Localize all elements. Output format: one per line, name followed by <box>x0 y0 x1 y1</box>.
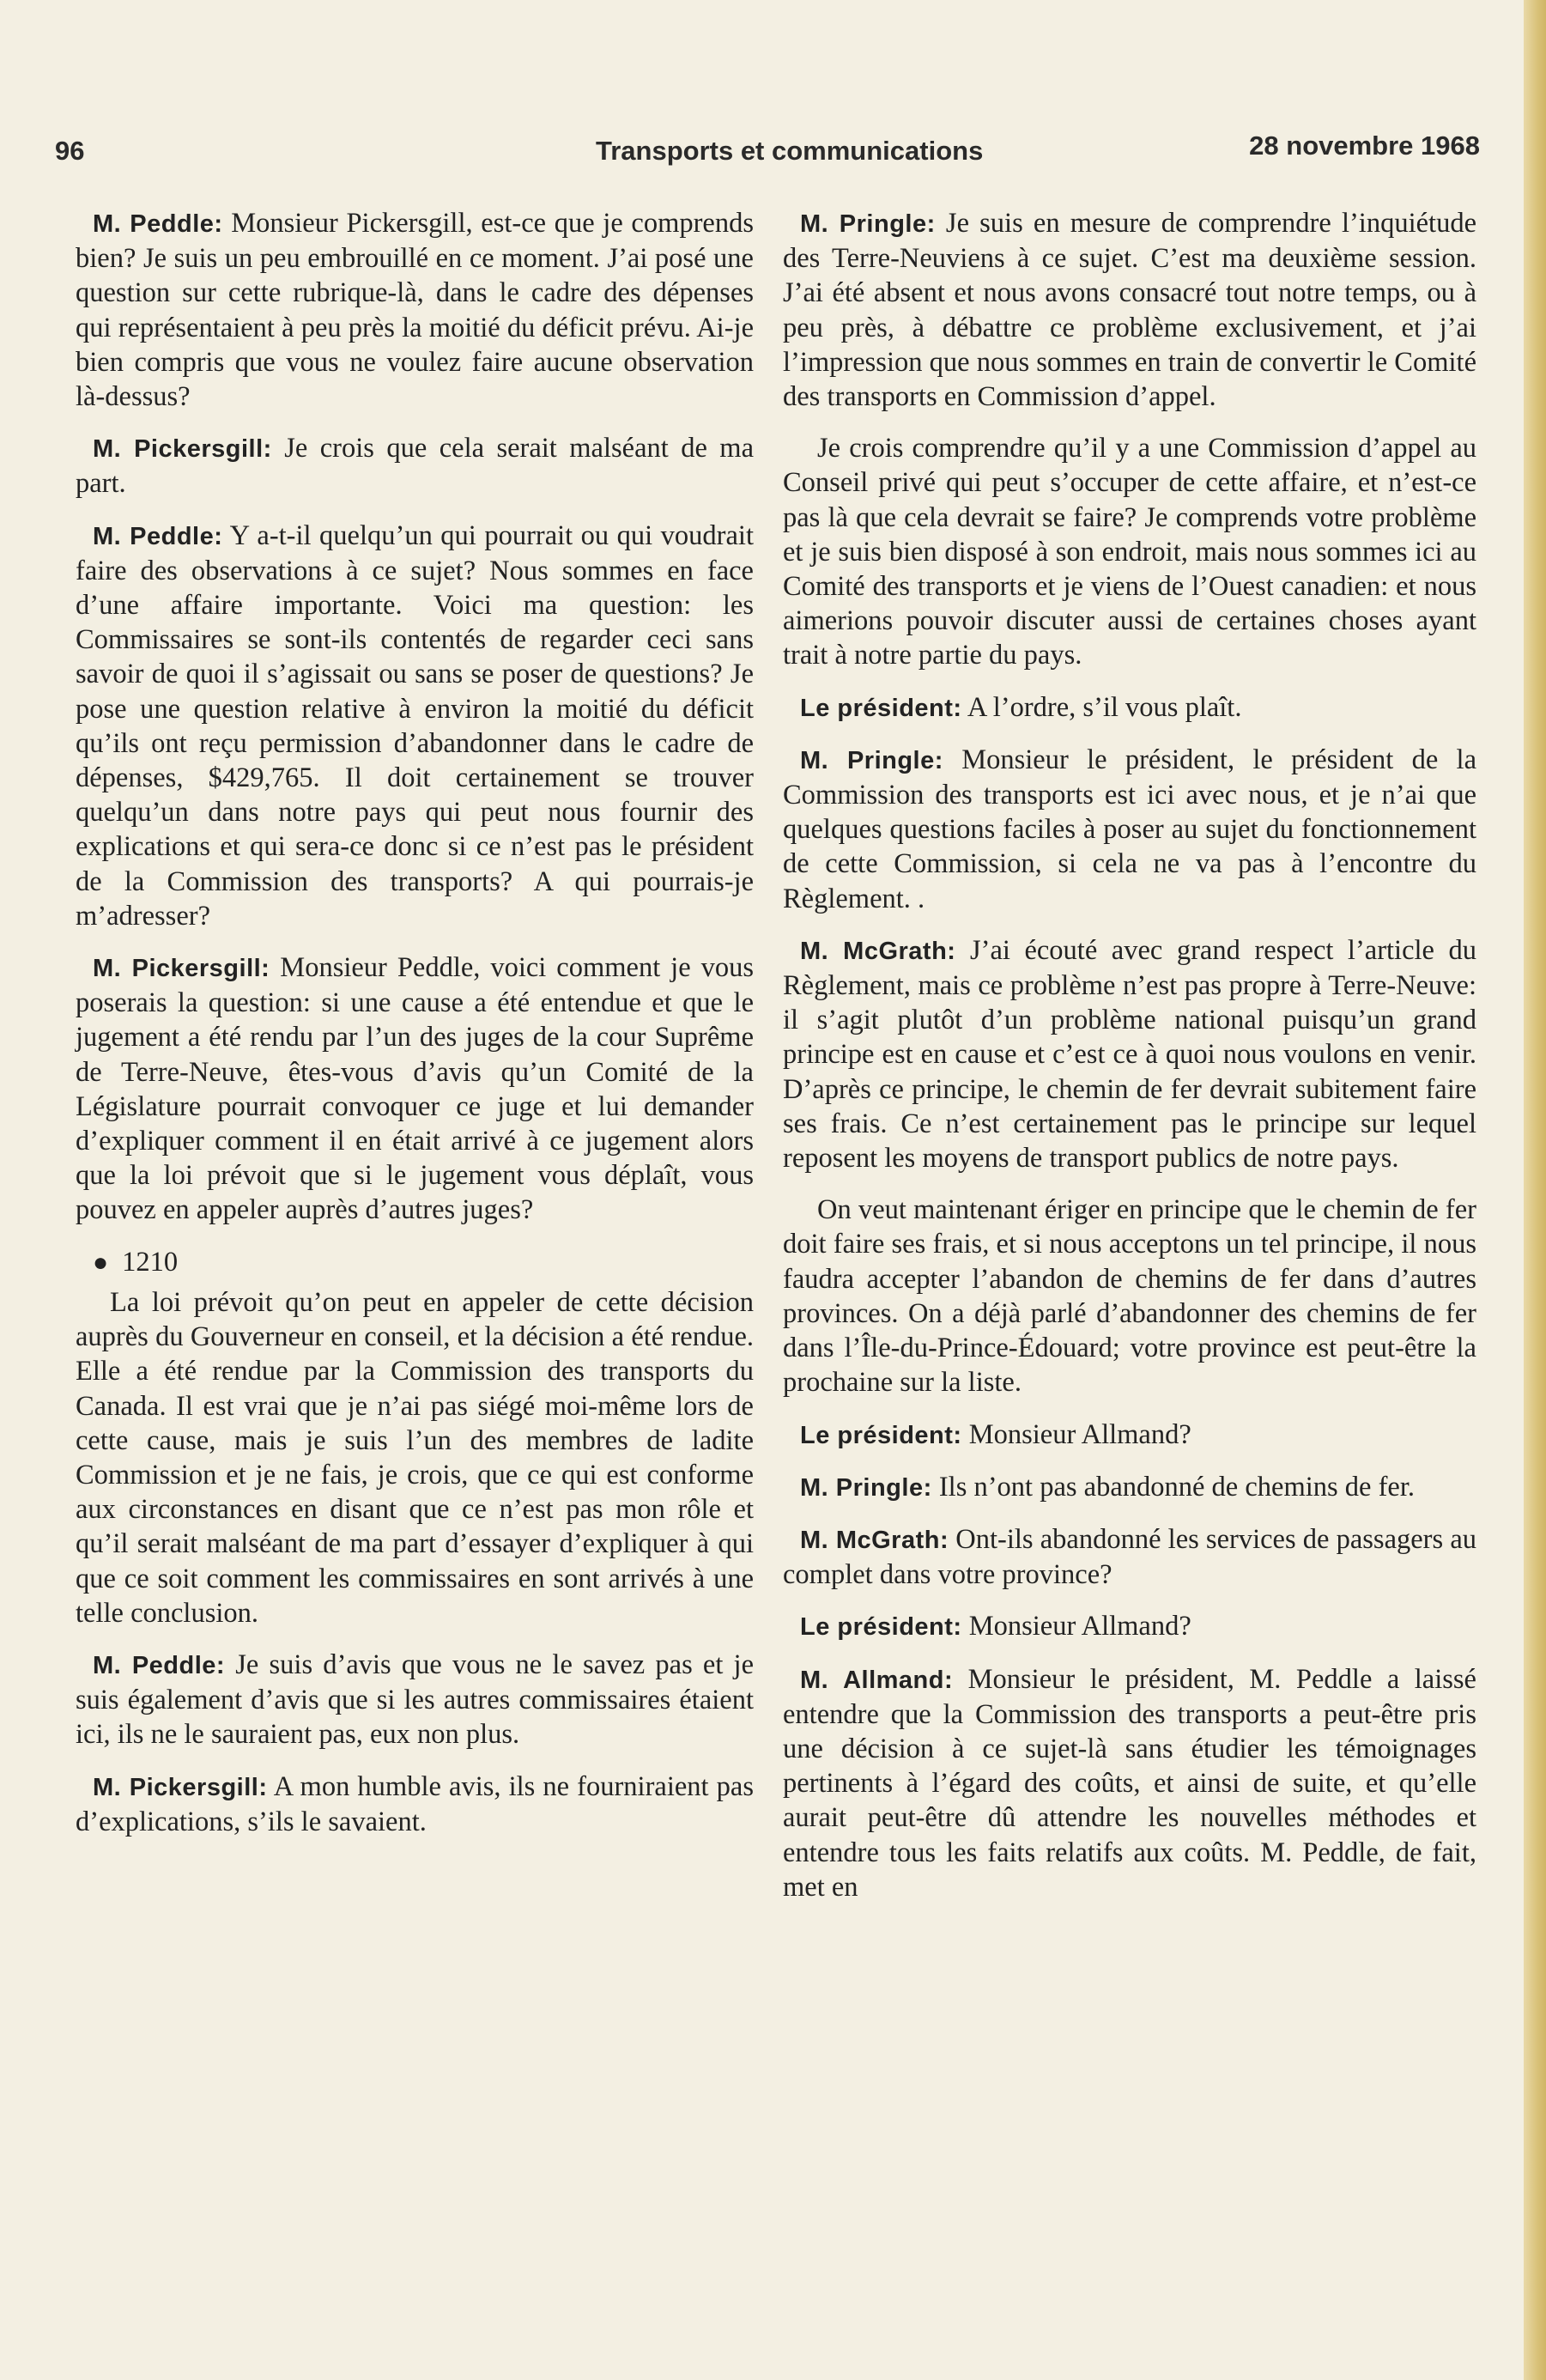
speaker-name: M. Peddle: <box>93 210 223 238</box>
time-marker <box>93 1245 754 1280</box>
continuation-paragraph <box>783 1193 1476 1399</box>
left-column <box>76 206 754 1856</box>
speech-paragraph <box>783 1418 1476 1453</box>
speech-text: Monsieur Peddle, voici comment je vous poserais la question: si une cause a été entendue et que le jugement a été rendu par l’un des juges de la cour Suprême de Terre-Neuve, êtes-vous d’avis qu’un Comité de la Législature pourrait convoquer ce juge et lui demander d’expliquer comment il en était arrivé à ce jugement alors que la loi prévoit que si le jugement vous déplaît, vous pouvez en appeler auprès d’autres juges? <box>76 952 754 1226</box>
speech-text: Monsieur Allmand? <box>961 1611 1191 1642</box>
speech-paragraph <box>76 519 754 933</box>
speech-text: Y a-t-il quelqu’un qui pourrait ou qui voudrait faire des observations à ce sujet? Nous sommes en face d’une affaire importante. Voici ma question: les Commissaires se sont-ils contentés de regarder ceci sans savoir de quoi il s’agissait ou sans se poser de questions? Je pose une question relative à environ la moitié du déficit qu’ils ont reçu permission d’abandonner dans le cadre de dépenses, $429,765. Il doit certainement se trouver quelqu’un dans notre pays qui peut nous fournir des explications et qui sera-ce donc si ce n’est pas le président de la Commission des transports? A qui pourrais-je m’adresser? <box>76 519 754 932</box>
speaker-name: M. Allmand: <box>800 1666 954 1694</box>
speaker-name: M. Pringle: <box>800 1473 932 1502</box>
speech-paragraph <box>76 431 754 501</box>
continuation-paragraph <box>783 431 1476 672</box>
speaker-name: M. Pringle: <box>800 210 936 238</box>
speech-paragraph <box>783 1470 1476 1505</box>
speech-text: Monsieur le président, M. Peddle a laissé entendre que la Commission des transports a peut-être pris une décision à ce sujet-là sans étudier les témoignages pertinents à l’égard des coûts, et ainsi de suite, et qu’elle aurait peut-être dû attendre les nouvelles méthodes et entendre tous les faits relatifs aux coûts. M. Peddle, de fait, met en <box>783 1663 1476 1903</box>
continuation-paragraph <box>76 1285 754 1630</box>
speech-text: A l’ordre, s’il vous plaît. <box>961 691 1242 723</box>
speaker-name: M. Pringle: <box>800 746 943 774</box>
page-number: 96 <box>55 136 85 166</box>
page-date: 28 novembre 1968 <box>1249 131 1480 161</box>
speech-text: J’ai écouté avec grand respect l’article du Règlement, mais ce problème n’est pas propre à Terre-Neuve: il s’agit plutôt d’un problème national puisqu’un grand principe est en cause et c’est ce à quoi nous voulons en venir. D’après ce principe, le chemin de fer devrait subitement faire ses frais. Ce n’est certainement pas le principe sur lequel reposent les moyens de transport publics de notre pays. <box>783 934 1476 1175</box>
speaker-name: Le président: <box>800 1421 962 1449</box>
speech-paragraph <box>783 1609 1476 1644</box>
speech-paragraph <box>783 690 1476 726</box>
page-edge <box>1524 0 1546 2380</box>
speaker-name: M. Pickersgill: <box>93 955 270 983</box>
speech-text: Ont-ils abandonné les services de passagers au complet dans votre province? <box>783 1523 1476 1591</box>
speaker-name: M. McGrath: <box>800 1526 949 1554</box>
speech-text: Ils n’ont pas abandonné de chemins de fer. <box>931 1471 1415 1503</box>
speech-paragraph <box>783 1522 1476 1592</box>
speech-text: La loi prévoit qu’on peut en appeler de cette décision auprès du Gouverneur en conseil, et la décision a été rendue. Elle a été rendue par la Commission des transports du Canada. Il est vrai que je n’ai pas siégé moi-même lors de cette cause, mais je suis l’un des membres de ladite Commission et je ne fais, je crois, que ce qui est conforme aux circonstances en disant que ce n’est pas mon rôle et qu’il serait malséant de ma part d’essayer d’expliquer à qui que ce soit comment les commissaires en sont arrivés à une telle conclusion. <box>76 1286 754 1629</box>
speech-paragraph <box>76 206 754 414</box>
speech-text: Monsieur le président, le président de la Commission des transports est ici avec nous, et je n’ai que quelques questions faciles à poser au sujet du fonctionnement de cette Commission, si cela ne va pas à l’encontre du Règlement. . <box>783 744 1476 914</box>
speaker-name: M. McGrath: <box>800 937 956 965</box>
speaker-name: Le président: <box>800 694 962 722</box>
speech-paragraph <box>783 743 1476 916</box>
speech-text: Je crois que cela serait malséant de ma part. <box>76 433 755 500</box>
speaker-name: Le président: <box>800 1613 962 1642</box>
speaker-name: M. Peddle: <box>93 522 223 550</box>
time-marker-text: 1210 <box>122 1246 179 1278</box>
speech-paragraph <box>783 1662 1476 1904</box>
speaker-name: M. Pickersgill: <box>93 435 272 464</box>
speech-text: On veut maintenant ériger en principe que le chemin de fer doit faire ses frais, et si nous acceptons un tel principe, il nous faudra accepter l’abandon de chemins de fer dans d’autres provinces. On a déjà parlé d’abandonner des chemins de fer dans l’Île-du-Prince-Édouard; votre province est peut-être la prochaine sur la liste. <box>783 1194 1476 1399</box>
speech-paragraph <box>76 1770 754 1839</box>
speech-text: Je crois comprendre qu’il y a une Commission d’appel au Conseil privé qui peut s’occuper de cette affaire, et n’est-ce pas là que cela devrait se faire? Je comprends votre problème et je suis bien disposé à son endroit, mais nous sommes ici au Comité des transports et je viens de l’Ouest canadien: et nous aimerions pouvoir discuter aussi de certaines choses ayant trait à notre partie du pays. <box>783 433 1476 671</box>
speech-text: Monsieur Pickersgill, est-ce que je comprends bien? Je suis un peu embrouillé en ce moment. J’ai posé une question sur cette rubrique-là, dans le cadre des dépenses qui représentaient à peu près la moitié du déficit prévu. Ai-je bien compris que vous ne voulez faire aucune observation là-dessus? <box>76 208 755 413</box>
speech-text: Je suis en mesure de comprendre l’inquiétude des Terre-Neuviens à ce sujet. C’est ma deuxième session. J’ai été absent et nous avons consacré tout notre temps, ou à peu près, à débattre ce problème exclusivement, et j’ai l’impression que nous sommes en train de convertir le Comité des transports en Commission d’appel. <box>783 208 1476 413</box>
speech-paragraph <box>76 950 754 1228</box>
speech-text: A mon humble avis, ils ne fourniraient pas d’explications, s’ils le savaient. <box>76 1770 754 1837</box>
speaker-name: M. Pickersgill: <box>93 1773 268 1801</box>
speech-paragraph <box>783 933 1476 1175</box>
running-title: Transports et communications <box>596 136 984 166</box>
right-column <box>783 206 1476 1922</box>
speech-text: Monsieur Allmand? <box>961 1418 1191 1450</box>
speech-paragraph <box>76 1648 754 1752</box>
bullet-icon: ● <box>93 1248 109 1277</box>
speaker-name: M. Peddle: <box>93 1651 226 1679</box>
page-header <box>55 131 1480 168</box>
speech-text: Je suis d’avis que vous ne le savez pas et je suis également d’avis que si les autres commissaires étaient ici, ils ne le sauraient pas, eux non plus. <box>76 1648 754 1751</box>
speech-paragraph <box>783 206 1476 414</box>
